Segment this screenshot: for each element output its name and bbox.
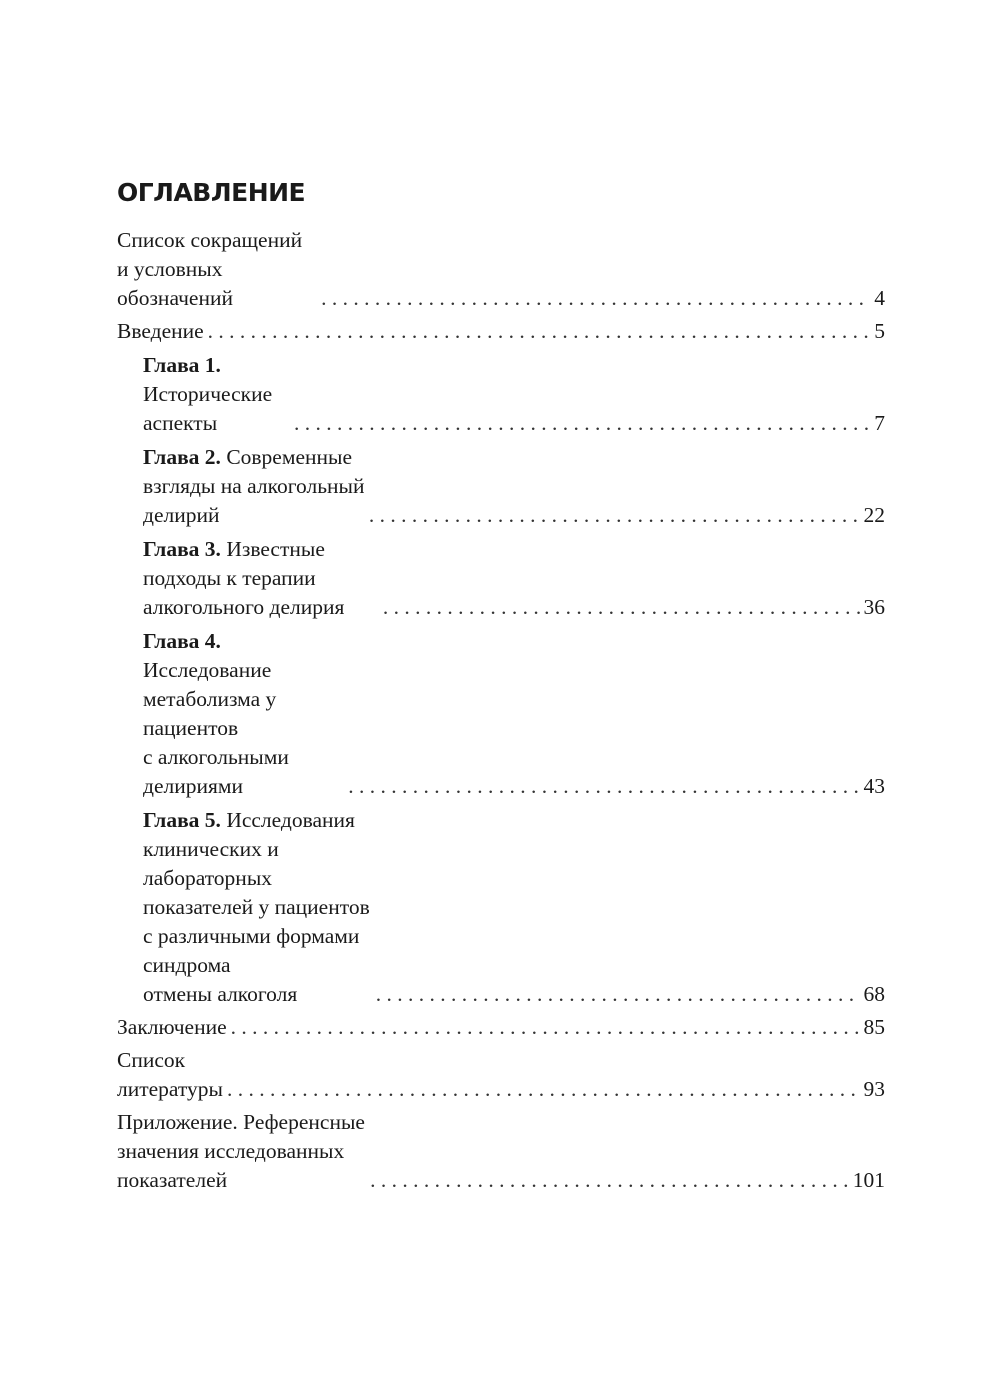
chapter-number: Глава 1.: [143, 353, 221, 377]
dot-leader: [383, 593, 860, 622]
toc-entry-label: Список сокращений и условных обозначений: [117, 228, 303, 310]
toc-entry-page: 5: [874, 319, 885, 343]
toc-entry-label: [143, 351, 290, 438]
toc-entry-label: Заключение: [117, 1015, 227, 1039]
toc-entry-label: [143, 627, 344, 801]
table-of-contents: [117, 226, 885, 1195]
chapter-number: Глава 5.: [143, 808, 221, 832]
toc-entry-label: [143, 535, 379, 622]
chapter-number: Глава 4.: [143, 629, 221, 653]
dot-leader: [294, 409, 870, 438]
chapter-title: Известные подходы к терапии алкогольного делирия: [143, 537, 345, 619]
toc-entry-abbreviations[interactable]: [117, 226, 885, 313]
toc-entry-conclusion[interactable]: [117, 1013, 885, 1042]
toc-entry-references[interactable]: [117, 1046, 885, 1104]
toc-entry-chapter-5[interactable]: [117, 806, 885, 1009]
toc-entry-page: 43: [863, 774, 885, 798]
chapter-title: Современные взгляды на алкогольный делирий: [143, 445, 365, 527]
toc-entry-introduction[interactable]: [117, 317, 885, 346]
toc-entry-chapter-4[interactable]: [117, 627, 885, 801]
chapter-number: Глава 3.: [143, 537, 221, 561]
toc-entry-page: 4: [874, 286, 885, 310]
toc-entry-page: 7: [874, 411, 885, 435]
dot-leader: [369, 501, 860, 530]
toc-entry-page: 36: [863, 595, 885, 619]
toc-entry-label: [143, 806, 372, 1009]
dot-leader: [321, 284, 870, 313]
page-title: ОГЛАВЛЕНИЕ: [117, 178, 306, 207]
dot-leader: [227, 1075, 860, 1104]
toc-entry-label: Введение: [117, 319, 204, 343]
toc-entry-chapter-1[interactable]: [117, 351, 885, 438]
dot-leader: [208, 317, 871, 346]
chapter-title: Исследование метаболизма у пациентов с алкогольными делириями: [143, 658, 289, 798]
toc-entry-label: Список литературы: [117, 1048, 223, 1101]
chapter-number: Глава 2.: [143, 445, 221, 469]
dot-leader: [370, 1166, 849, 1195]
toc-entry-chapter-2[interactable]: [117, 443, 885, 530]
chapter-title: Исследования клинических и лабораторных показателей у пациентов с различными формами синдрома отмены алкоголя: [143, 808, 370, 1006]
toc-entry-label: [143, 443, 365, 530]
toc-entry-appendix[interactable]: [117, 1108, 885, 1195]
toc-entry-page: 22: [863, 503, 885, 527]
chapter-title: Исторические аспекты: [143, 382, 273, 435]
toc-entry-page: 101: [852, 1168, 885, 1192]
toc-entry-label: Приложение. Референсные значения исследованных показателей: [117, 1110, 365, 1192]
dot-leader: [231, 1013, 860, 1042]
dot-leader: [376, 980, 860, 1009]
dot-leader: [348, 772, 859, 801]
toc-entry-page: 68: [863, 982, 885, 1006]
toc-entry-page: 85: [863, 1015, 885, 1039]
toc-entry-chapter-3[interactable]: [117, 535, 885, 622]
toc-entry-page: 93: [863, 1077, 885, 1101]
